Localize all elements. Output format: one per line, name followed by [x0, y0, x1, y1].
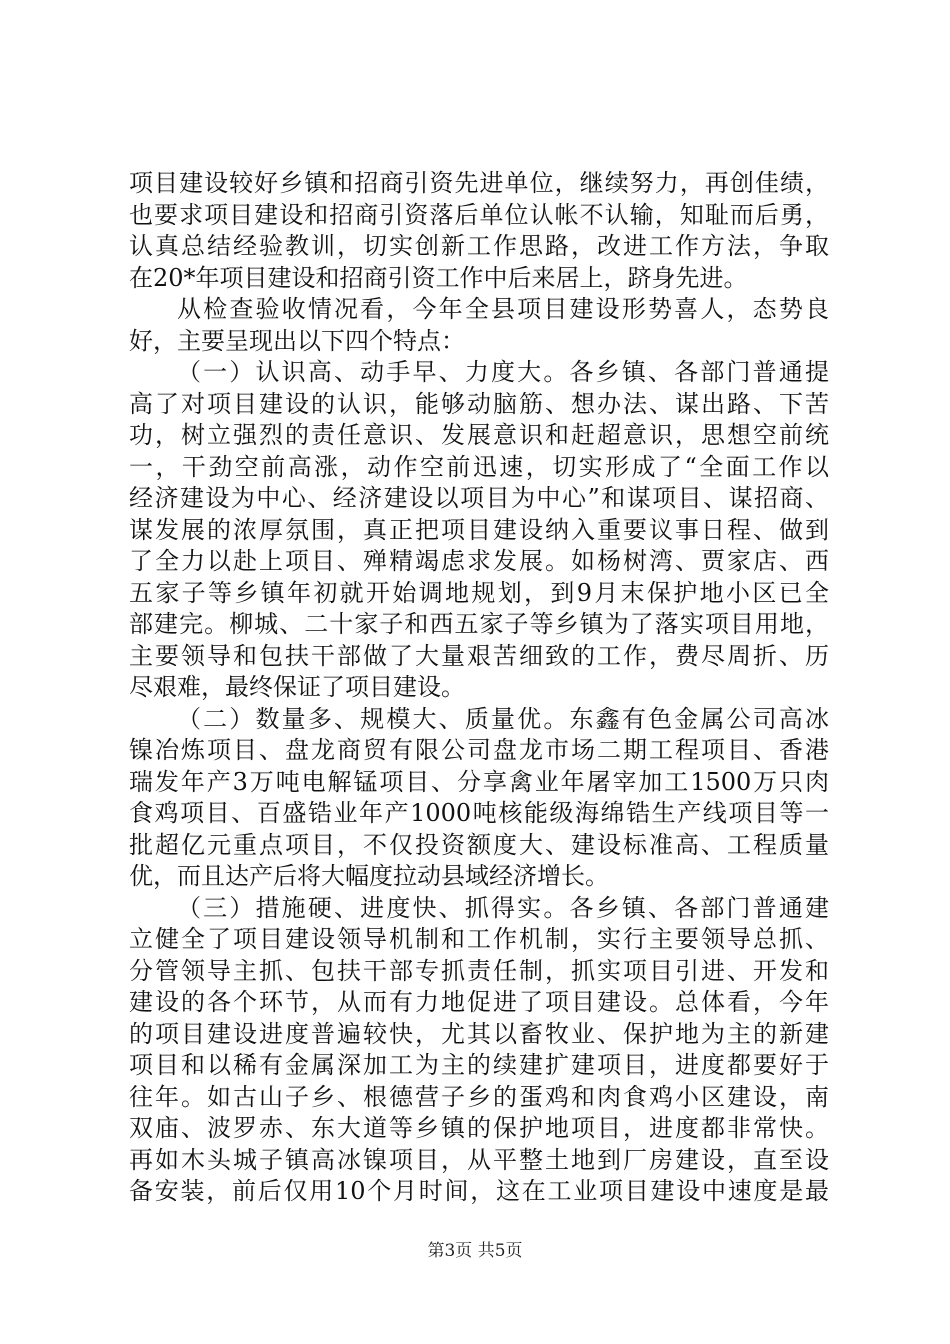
text-line: 优，而且达产后将大幅度拉动县域经济增长。 [129, 862, 609, 890]
text-line: 往年。如古山子乡、根德营子乡的蛋鸡和肉食鸡小区建设，南 [129, 1082, 829, 1111]
text-line: 建设的各个环节，从而有力地促进了项目建设。总体看，今年 [129, 988, 829, 1016]
text-line: 的项目建设进度普遍较快，尤其以畜牧业、保护地为主的新建 [129, 1019, 829, 1048]
text-line: 备安装，前后仅用10个月时间，这在工业项目建设中速度是最 [129, 1177, 829, 1205]
text-line: 镍冶炼项目、盘龙商贸有限公司盘龙市场二期工程项目、香港 [129, 736, 829, 764]
text-line: 瑞发年产3万吨电解锰项目、分享禽业年屠宰加工1500万只肉 [129, 767, 829, 796]
text-line: （三）措施硬、进度快、抓得实。各乡镇、各部门普通建 [177, 893, 829, 922]
text-line: 也要求项目建设和招商引资落后单位认帐不认输，知耻而后勇， [129, 200, 829, 229]
text-line: 五家子等乡镇年初就开始调地规划，到9月末保护地小区已全 [129, 578, 829, 607]
text-line: 好，主要呈现出以下四个特点： [129, 326, 465, 355]
text-line: 食鸡项目、百盛锆业年产1000吨核能级海绵锆生产线项目等一 [129, 799, 829, 827]
text-line: 谋发展的浓厚氛围，真正把项目建设纳入重要议事日程、做到 [129, 515, 829, 544]
text-line: 认真总结经验教训，切实创新工作思路，改进工作方法，争取 [129, 232, 829, 260]
text-line: （一）认识高、动手早、力度大。各乡镇、各部门普通提 [177, 358, 829, 386]
text-line: 主要领导和包扶干部做了大量艰苦细致的工作，费尽周折、历 [129, 641, 829, 670]
text-line: 在20*年项目建设和招商引资工作中后来居上，跻身先进。 [129, 263, 748, 292]
text-line: 双庙、波罗赤、东大道等乡镇的保护地项目，进度都非常快。 [129, 1114, 829, 1142]
text-line: 再如木头城子镇高冰镍项目，从平整土地到厂房建设，直至设 [129, 1145, 829, 1174]
text-line: 项目建设较好乡镇和招商引资先进单位，继续努力，再创佳绩， [129, 169, 829, 197]
text-line: 尽艰难，最终保证了项目建设。 [129, 673, 465, 701]
page-number: 第3页 共5页 [427, 1241, 523, 1261]
text-line: 项目和以稀有金属深加工为主的续建扩建项目，进度都要好于 [129, 1051, 829, 1079]
document-body [129, 168, 829, 1208]
paragraph [129, 294, 829, 357]
page-footer [0, 1236, 950, 1261]
paragraph [129, 893, 829, 1208]
text-line: 高了对项目建设的认识，能够动脑筋、想办法、谋出路、下苦 [129, 389, 829, 418]
paragraph [129, 357, 829, 704]
text-line: 部建完。柳城、二十家子和西五家子等乡镇为了落实项目用地， [129, 610, 829, 638]
paragraph [129, 704, 829, 893]
text-line: 分管领导主抓、包扶干部专抓责任制，抓实项目引进、开发和 [129, 956, 829, 985]
text-line: （二）数量多、规模大、质量优。东鑫有色金属公司高冰 [177, 704, 829, 733]
text-line: 经济建设为中心、经济建设以项目为中心”和谋项目、谋招商、 [129, 484, 829, 512]
text-line: 了全力以赴上项目、殚精竭虑求发展。如杨树湾、贾家店、西 [129, 547, 829, 575]
text-line: 批超亿元重点项目，不仅投资额度大、建设标准高、工程质量 [129, 830, 829, 859]
text-line: 立健全了项目建设领导机制和工作机制，实行主要领导总抓、 [129, 925, 829, 953]
paragraph [129, 168, 829, 294]
text-line: 从检查验收情况看，今年全县项目建设形势喜人，态势良 [177, 295, 829, 323]
text-line: 一，干劲空前高涨，动作空前迅速，切实形成了“全面工作以 [129, 452, 829, 481]
text-line: 功，树立强烈的责任意识、发展意识和赶超意识，思想空前统 [129, 421, 829, 449]
